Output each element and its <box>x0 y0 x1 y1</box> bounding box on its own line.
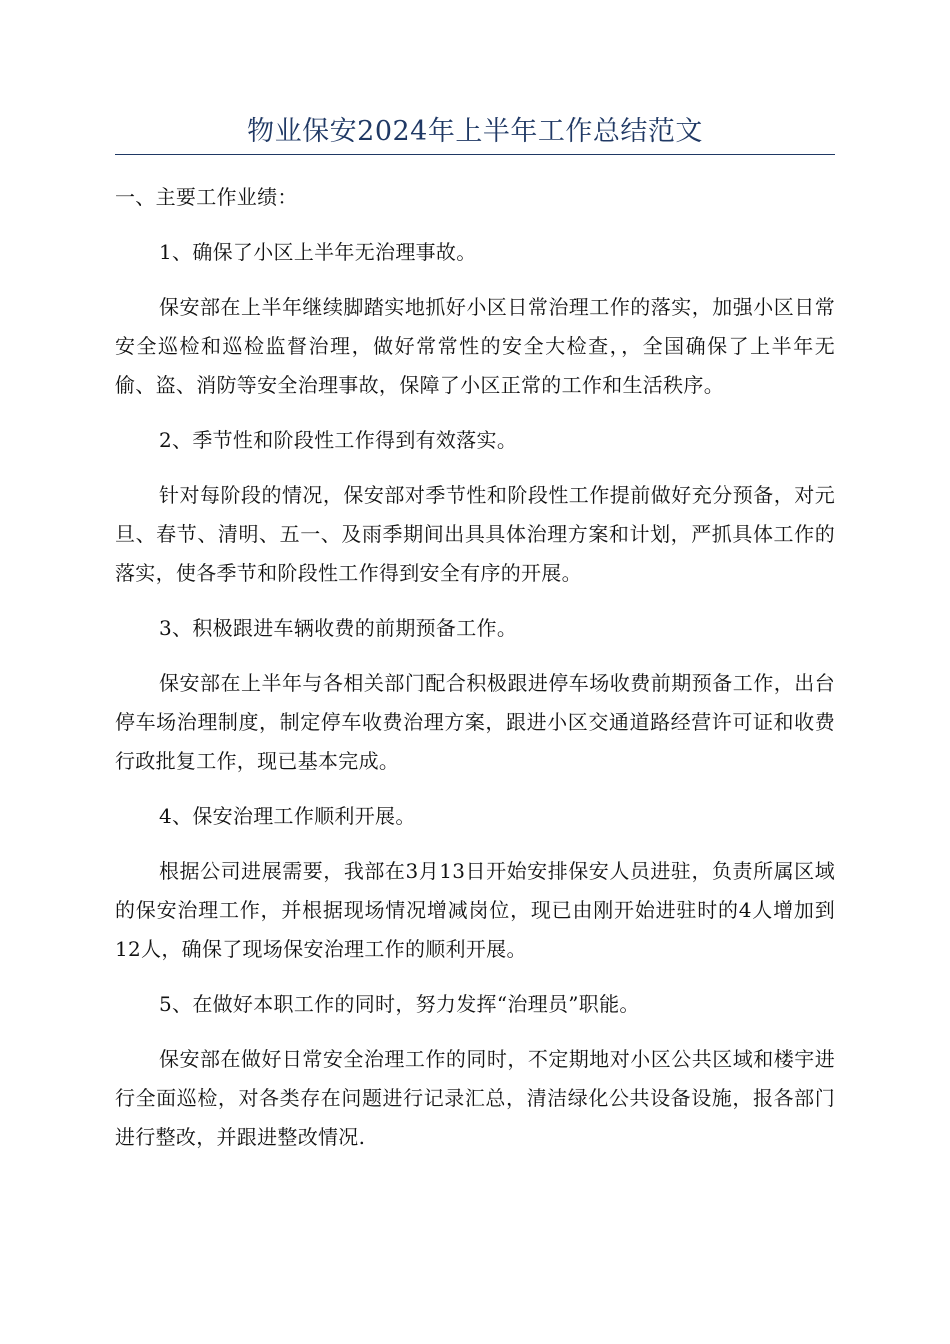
item-heading-1: 1、确保了小区上半年无治理事故。 <box>159 240 477 264</box>
item-heading-5: 5、在做好本职工作的同时，努力发挥“治理员”职能。 <box>159 992 640 1016</box>
title-underline <box>115 154 835 155</box>
paragraph-5: 保安部在做好日常安全治理工作的同时，不定期地对小区公共区域和楼宇进行全面巡检，对各类存在问题进行记录汇总，清洁绿化公共设备设施，报各部门进行整改，并跟进整改情况. <box>115 1047 835 1149</box>
paragraph-1: 保安部在上半年继续脚踏实地抓好小区日常治理工作的落实，加强小区日常安全巡检和巡检监督治理，做好常常性的安全大检查，，全国确保了上半年无偷、盗、消防等安全治理事故，保障了小区正常的工作和生活秩序。 <box>115 295 835 397</box>
document-body <box>115 178 835 1173</box>
item-heading-2: 2、季节性和阶段性工作得到有效落实。 <box>159 428 518 452</box>
item-heading-3: 3、积极跟进车辆收费的前期预备工作。 <box>159 616 518 640</box>
document-title: 物业保安2024年上半年工作总结范文 <box>247 116 703 147</box>
paragraph-4: 根据公司进展需要，我部在3月13日开始安排保安人员进驻，负责所属区域的保安治理工作，并根据现场情况增减岗位，现已由刚开始进驻时的4人增加到12人，确保了现场保安治理工作的顺利开展。 <box>115 859 835 961</box>
item-heading-4: 4、保安治理工作顺利开展。 <box>159 804 416 828</box>
section-heading: 一、主要工作业绩： <box>115 185 298 209</box>
paragraph-2: 针对每阶段的情况，保安部对季节性和阶段性工作提前做好充分预备，对元旦、春节、清明、五一、及雨季期间出具具体治理方案和计划，严抓具体工作的落实，使各季节和阶段性工作得到安全有序的开展。 <box>115 483 835 585</box>
paragraph-3: 保安部在上半年与各相关部门配合积极跟进停车场收费前期预备工作，出台停车场治理制度，制定停车收费治理方案，跟进小区交通道路经营许可证和收费行政批复工作，现已基本完成。 <box>115 671 835 773</box>
